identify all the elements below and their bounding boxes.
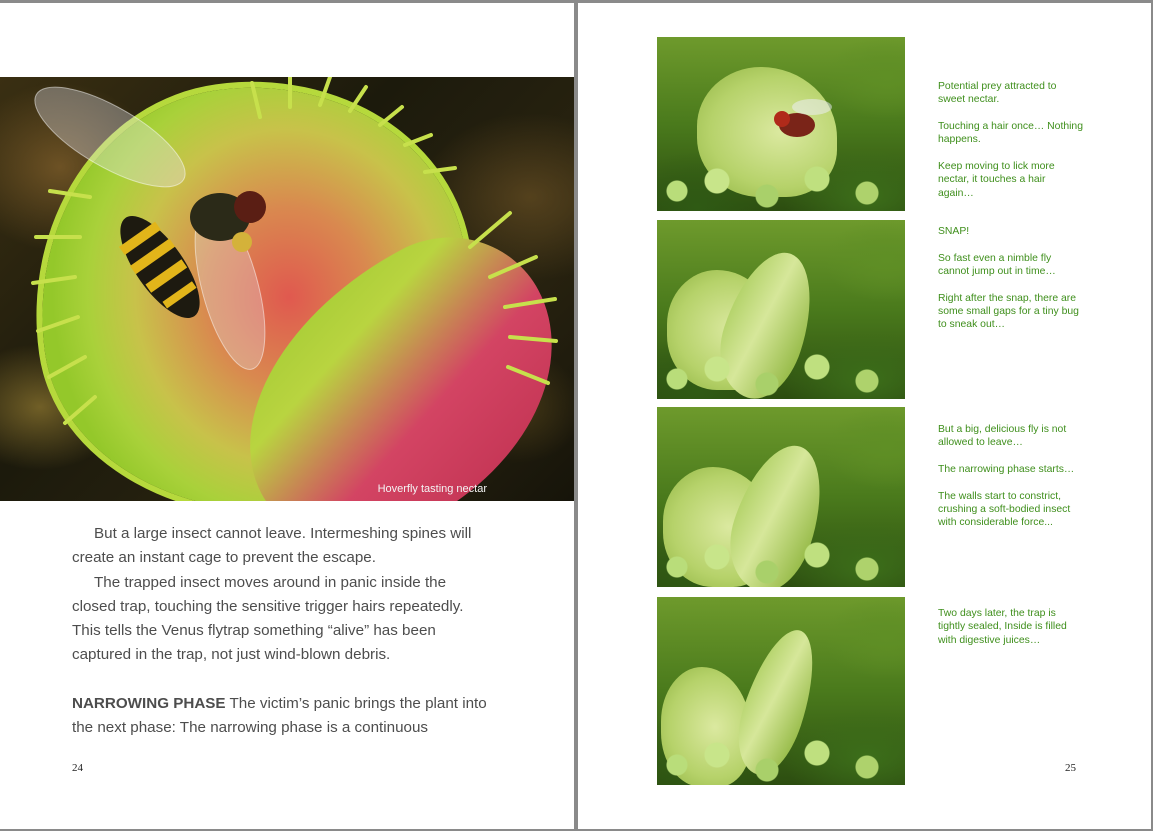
page-number-right: 25 bbox=[1065, 762, 1076, 774]
paragraph: The trapped insect moves around in panic inside the closed trap, touching the sensitive trigger hairs repeatedly. This tells the Venus flytrap something “alive” has been captured in the trap, not just wind-blown debris. bbox=[72, 573, 464, 664]
caption-group-4 bbox=[938, 607, 1083, 660]
caption: The walls start to constrict, crushing a soft-bodied insect with considerable force... bbox=[938, 490, 1071, 529]
hoverfly-photo bbox=[0, 77, 574, 501]
trap-photo-4 bbox=[657, 597, 905, 785]
moss bbox=[657, 339, 905, 399]
caption: Two days later, the trap is tightly sealed, Inside is filled with digestive juices… bbox=[938, 608, 1067, 646]
trap-photo-2 bbox=[657, 220, 905, 399]
caption: The narrowing phase starts… bbox=[938, 463, 1075, 475]
caption-group-1 bbox=[938, 80, 1083, 213]
moss bbox=[657, 527, 905, 587]
caption: Potential prey attracted to sweet nectar. bbox=[938, 81, 1057, 106]
section-text: The victim’s panic brings the plant into the next phase: The narrowing phase is a continuous bbox=[72, 694, 487, 737]
caption: Right after the snap, there are some small gaps for a tiny bug to sneak out… bbox=[938, 292, 1079, 331]
trap-photo-1 bbox=[657, 37, 905, 211]
moss bbox=[657, 151, 905, 211]
left-page bbox=[0, 3, 574, 829]
body-text bbox=[72, 522, 492, 740]
trap-photo-3 bbox=[657, 407, 905, 587]
paragraph: But a large insect cannot leave. Intermeshing spines will create an instant cage to prevent the escape. bbox=[72, 525, 472, 567]
moss bbox=[657, 725, 905, 785]
hoverfly-icon bbox=[30, 77, 310, 397]
hero-caption: Hoverfly tasting nectar bbox=[377, 483, 487, 495]
caption: Keep moving to lick more nectar, it touches a hair again… bbox=[938, 160, 1055, 199]
caption: But a big, delicious fly is not allowed to leave… bbox=[938, 424, 1067, 449]
section-paragraph bbox=[72, 692, 492, 741]
caption: SNAP! bbox=[938, 226, 970, 237]
caption-group-3 bbox=[938, 423, 1083, 543]
caption: So fast even a nimble fly cannot jump out in time… bbox=[938, 252, 1056, 277]
caption-group-2 bbox=[938, 225, 1083, 345]
right-page bbox=[578, 3, 1151, 829]
caption: Touching a hair once… Nothing happens. bbox=[938, 120, 1083, 146]
section-heading: NARROWING PHASE bbox=[72, 694, 226, 712]
page-number-left: 24 bbox=[72, 762, 83, 774]
